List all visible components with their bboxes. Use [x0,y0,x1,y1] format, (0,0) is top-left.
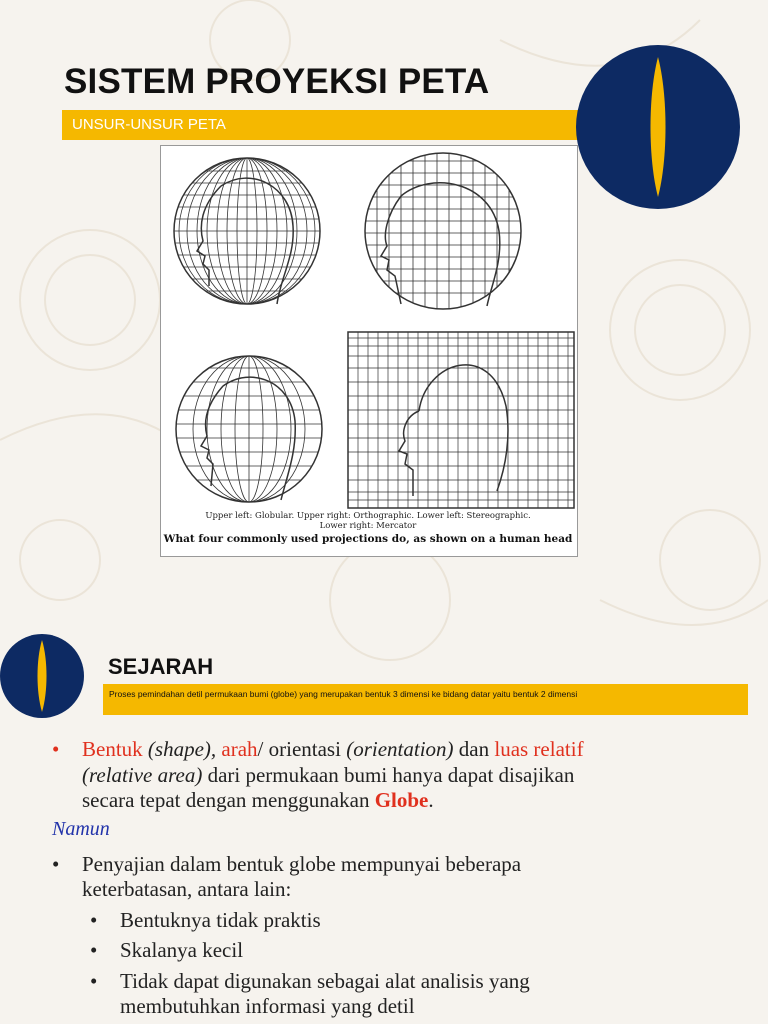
bullet-1-line-3-text: secara tepat dengan menggunakan [82,788,370,812]
projection-drawings [161,146,577,556]
bullet-1-line-1 [82,737,584,762]
bullet-1-line-3 [82,788,434,813]
bullet-marker: • [52,852,60,876]
projection-figure [160,145,578,557]
sub-bullet-marker: • [90,969,98,993]
globular-projection [174,158,320,304]
caption-line-1: Upper left: Globular. Upper right: Orthographic. Lower left: Stereographic. [205,511,531,521]
bullet-1-rest: dari permukaan bumi hanya dapat disajikan [207,763,575,787]
bullet-1-line-2 [82,763,574,788]
slide-title: SISTEM PROYEKSI PETA [64,62,490,101]
term-globe: Globe [374,788,429,812]
namun-label: Namun [52,818,110,840]
bullet-2-line-2: keterbatasan, antara lain: [82,877,292,901]
sub-bullet-marker: • [90,908,98,932]
section-heading: SEJARAH [108,654,214,679]
definition-bar [103,684,748,715]
sub-bullet-marker: • [90,938,98,962]
bullet-marker: • [52,737,60,761]
caption-line-2: Lower right: Mercator [319,521,417,531]
subtitle-text: UNSUR-UNSUR PETA [72,116,226,133]
figure-caption-main: What four commonly used projections do, as shown on a human head [163,533,573,545]
definition-text: Proses pemindahan detil permukaan bumi (globe) yang merupakan bentuk 3 dimensi ke bidang datar yaitu bentuk 2 dimensi [109,689,578,699]
orthographic-projection [365,153,521,309]
term-luas-relatif: luas relatif [494,737,584,761]
term-relative-area: (relative area) [82,763,203,787]
figure-caption-labels [162,511,574,531]
term-orientation: (orientation) [346,737,454,761]
sub-bullet-3-line-2: membutuhkan informasi yang detil [120,994,415,1018]
stereographic-projection [176,356,322,502]
globe-logo-icon [576,45,740,209]
sub-bullet-2: Skalanya kecil [120,938,244,962]
term-bentuk: Bentuk [82,737,143,761]
sub-bullet-1: Bentuknya tidak praktis [120,908,321,932]
bullet-1-period: . [428,788,434,812]
globe-logo-small-icon [0,634,84,718]
term-shape: (shape), [147,737,217,761]
term-dan: dan [458,737,490,761]
term-orientasi: / orientasi [257,737,341,761]
bullet-2-line-1: Penyajian dalam bentuk globe mempunyai beberapa [82,852,522,876]
subtitle-bar [62,110,582,140]
sub-bullet-3-line-1: Tidak dapat digunakan sebagai alat analisis yang [120,969,530,993]
term-arah: arah [221,737,258,761]
mercator-projection [348,332,574,508]
